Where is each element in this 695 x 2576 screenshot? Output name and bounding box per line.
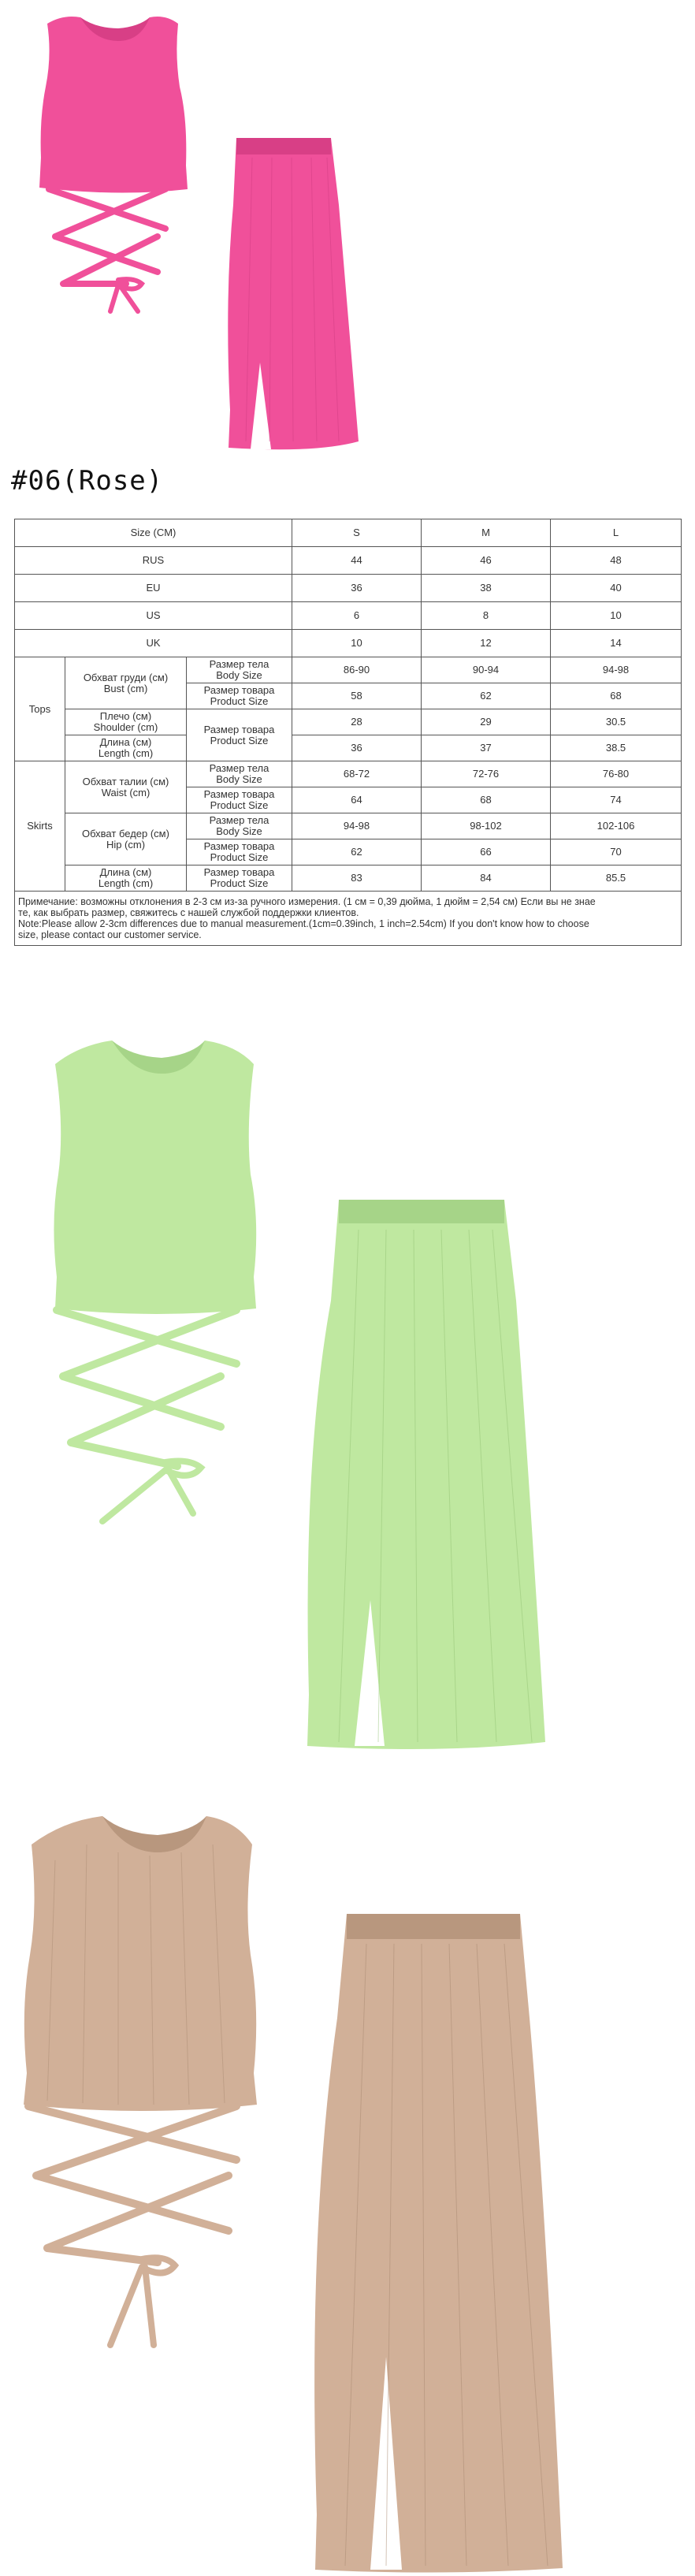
table-row — [15, 519, 682, 547]
table-cell: 62 — [292, 839, 422, 865]
table-cell: 72-76 — [422, 761, 551, 787]
us-label: US — [15, 602, 292, 630]
table-cell: 68 — [422, 787, 551, 813]
eu-label: EU — [15, 575, 292, 602]
table-cell: 68 — [551, 683, 682, 709]
size-note — [15, 892, 682, 946]
table-cell: 84 — [422, 865, 551, 892]
table-cell: 14 — [551, 630, 682, 657]
shoulder-label-en: Shoulder (cm) — [93, 721, 158, 733]
table-row — [15, 575, 682, 602]
body-size-ru: Размер тела — [209, 658, 269, 670]
table-cell: 62 — [422, 683, 551, 709]
body-size-en: Body Size — [216, 669, 262, 681]
green-product-photo — [0, 1017, 695, 1758]
tan-product-photo — [0, 1789, 695, 2576]
table-cell: 28 — [292, 709, 422, 735]
hip-label-ru: Обхват бедер (см) — [82, 827, 169, 839]
table-cell: 36 — [292, 575, 422, 602]
top-length-label-en: Length (cm) — [98, 747, 154, 759]
table-cell: 38.5 — [551, 735, 682, 761]
table-cell: 12 — [422, 630, 551, 657]
hip-label-en: Hip (cm) — [106, 838, 146, 851]
uk-label: UK — [15, 630, 292, 657]
table-cell: 102-106 — [551, 813, 682, 839]
rose-product-photo-section — [0, 0, 695, 457]
table-row — [15, 709, 682, 735]
tan-product-photo-section — [0, 1789, 695, 2576]
body-size-ru: Размер тела — [209, 814, 269, 826]
variant-title: #06(Rose) — [11, 465, 164, 497]
skirt-length-label-en: Length (cm) — [98, 877, 154, 889]
tan-crop-top — [24, 1816, 257, 2345]
table-row — [15, 735, 682, 761]
table-row — [15, 602, 682, 630]
table-cell: 48 — [551, 547, 682, 575]
waist-label-en: Waist (cm) — [101, 786, 151, 798]
green-crop-top — [54, 1040, 256, 1521]
body-size-label — [187, 657, 292, 683]
table-cell: 6 — [292, 602, 422, 630]
product-size-label — [187, 839, 292, 865]
rus-label: RUS — [15, 547, 292, 575]
table-cell: 68-72 — [292, 761, 422, 787]
shoulder-label-ru: Плечо (см) — [99, 710, 152, 722]
body-size-en: Body Size — [216, 825, 262, 837]
product-size-label — [187, 709, 292, 761]
product-size-ru: Размер товара — [203, 684, 275, 696]
product-size-ru: Размер товара — [203, 788, 275, 800]
table-cell: 30.5 — [551, 709, 682, 735]
table-cell: 74 — [551, 787, 682, 813]
body-size-en: Body Size — [216, 773, 262, 785]
top-length-label — [65, 735, 187, 761]
bust-label-en: Bust (cm) — [103, 682, 148, 694]
size-header-m: M — [422, 519, 551, 547]
note-ru-line1: Примечание: возможны отклонения в 2-3 см из-за ручного измерения. (1 см = 0,39 дюйма, 1 дюйм = 2,54 см) Если вы не знае — [18, 896, 596, 907]
green-product-photo-section — [0, 1017, 695, 1758]
table-row — [15, 813, 682, 839]
table-cell: 38 — [422, 575, 551, 602]
product-size-ru: Размер товара — [203, 723, 275, 735]
table-cell: 46 — [422, 547, 551, 575]
hip-label — [65, 813, 187, 865]
table-cell: 10 — [551, 602, 682, 630]
skirt-length-label-ru: Длина (см) — [99, 866, 152, 878]
body-size-label — [187, 761, 292, 787]
table-row — [15, 865, 682, 892]
table-cell: 90-94 — [422, 657, 551, 683]
waist-label-ru: Обхват талии (см) — [82, 775, 169, 787]
table-cell: 85.5 — [551, 865, 682, 892]
table-cell: 36 — [292, 735, 422, 761]
tan-skirt — [314, 1914, 563, 2573]
product-size-en: Product Size — [210, 695, 269, 707]
table-cell: 86-90 — [292, 657, 422, 683]
rose-skirt — [228, 138, 359, 449]
table-cell: 76-80 — [551, 761, 682, 787]
shoulder-label — [65, 709, 187, 735]
product-size-label — [187, 865, 292, 892]
table-cell: 70 — [551, 839, 682, 865]
tops-group-label: Tops — [15, 657, 65, 761]
table-cell: 94-98 — [292, 813, 422, 839]
table-cell: 94-98 — [551, 657, 682, 683]
table-cell: 29 — [422, 709, 551, 735]
product-size-ru: Размер товара — [203, 866, 275, 878]
table-row — [15, 761, 682, 787]
bust-label — [65, 657, 187, 709]
product-size-ru: Размер товара — [203, 840, 275, 852]
table-cell: 58 — [292, 683, 422, 709]
table-row — [15, 657, 682, 683]
rose-crop-top — [39, 17, 188, 311]
size-header-label: Size (CM) — [15, 519, 292, 547]
waist-label — [65, 761, 187, 813]
note-en-line2: size, please contact our customer service. — [18, 929, 202, 940]
table-cell: 40 — [551, 575, 682, 602]
table-row — [15, 547, 682, 575]
product-size-en: Product Size — [210, 851, 269, 863]
bust-label-ru: Обхват груди (см) — [83, 671, 169, 683]
skirts-group-label: Skirts — [15, 761, 65, 892]
top-length-label-ru: Длина (см) — [99, 736, 152, 748]
product-size-en: Product Size — [210, 734, 269, 746]
table-cell: 44 — [292, 547, 422, 575]
size-header-l: L — [551, 519, 682, 547]
body-size-ru: Размер тела — [209, 762, 269, 774]
product-size-en: Product Size — [210, 877, 269, 889]
table-cell: 66 — [422, 839, 551, 865]
product-size-en: Product Size — [210, 799, 269, 811]
size-chart — [14, 519, 681, 946]
size-note-row — [15, 892, 682, 946]
table-cell: 64 — [292, 787, 422, 813]
table-cell: 83 — [292, 865, 422, 892]
size-header-s: S — [292, 519, 422, 547]
size-table — [14, 519, 682, 946]
table-cell: 37 — [422, 735, 551, 761]
table-row — [15, 630, 682, 657]
product-size-label — [187, 787, 292, 813]
product-size-label — [187, 683, 292, 709]
rose-product-photo — [0, 0, 695, 457]
green-skirt — [307, 1200, 545, 1749]
skirt-length-label — [65, 865, 187, 892]
note-en-line1: Note:Please allow 2-3cm differences due to manual measurement.(1cm=0.39inch, 1 inch=2.54cm) If you don't know how to choose — [18, 918, 589, 929]
note-ru-line2: те, как выбрать размер, свяжитесь с нашей службой поддержки клиентов. — [18, 907, 359, 918]
table-cell: 98-102 — [422, 813, 551, 839]
table-cell: 8 — [422, 602, 551, 630]
table-cell: 10 — [292, 630, 422, 657]
body-size-label — [187, 813, 292, 839]
